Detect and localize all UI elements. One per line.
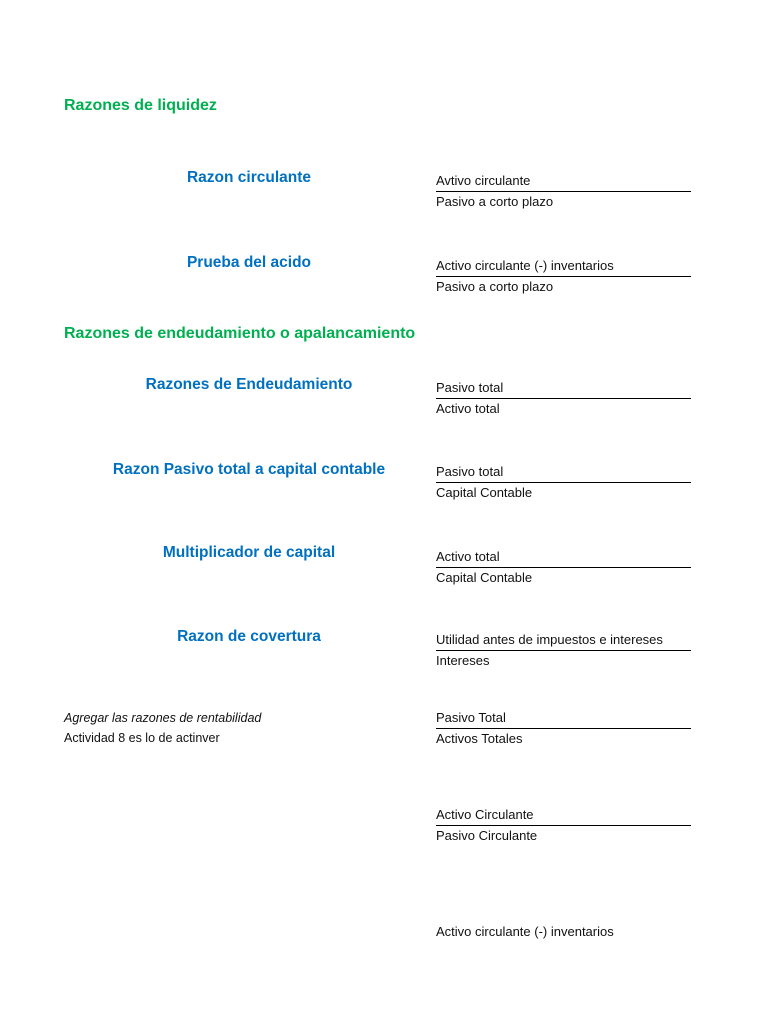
fraction-multiplicador-de-capital xyxy=(436,547,691,588)
fraction-razon-de-covertura xyxy=(436,630,691,671)
ratio-name-pasivo-total-capital-contable: Razon Pasivo total a capital contable xyxy=(112,461,386,478)
fraction-numerator: Pasivo total xyxy=(436,462,691,483)
fraction-denominator: Pasivo a corto plazo xyxy=(436,194,554,209)
fraction-razon-circulante xyxy=(436,171,691,212)
fraction-pasivo-total-capital-contable xyxy=(436,462,691,503)
section-title-liquidity: Razones de liquidez xyxy=(64,97,217,114)
fraction-activo-circulante-pasivo-circulante xyxy=(436,805,691,846)
ratio-name-multiplicador-de-capital: Multiplicador de capital xyxy=(162,544,336,561)
fraction-pasivo-total-activos-totales xyxy=(436,708,691,749)
fraction-numerator: Activo circulante (-) inventarios xyxy=(436,256,691,277)
fraction-numerator: Pasivo Total xyxy=(436,708,691,729)
fraction-denominator: Intereses xyxy=(436,653,490,668)
fraction-razones-de-endeudamiento xyxy=(436,378,691,419)
ratio-name-razon-circulante: Razon circulante xyxy=(186,169,312,186)
ratio-name-prueba-del-acido: Prueba del acido xyxy=(186,254,312,271)
note-agregar-rentabilidad: Agregar las razones de rentabilidad xyxy=(64,711,262,725)
ratio-name-razon-de-covertura: Razon de covertura xyxy=(177,628,321,645)
fraction-denominator: Pasivo a corto plazo xyxy=(436,279,554,294)
fraction-numerator: Pasivo total xyxy=(436,378,691,399)
fraction-denominator: Capital Contable xyxy=(436,570,533,585)
note-actividad-8: Actividad 8 es lo de actinver xyxy=(64,731,220,745)
fraction-numerator: Avtivo circulante xyxy=(436,171,691,192)
fraction-numerator: Utilidad antes de impuestos e intereses xyxy=(436,630,691,651)
fraction-prueba-del-acido xyxy=(436,256,691,297)
fraction-denominator: Pasivo Circulante xyxy=(436,828,538,843)
fraction-numerator: Activo total xyxy=(436,547,691,568)
fraction-denominator: Activos Totales xyxy=(436,731,523,746)
fraction-denominator: Capital Contable xyxy=(436,485,533,500)
section-title-debt: Razones de endeudamiento o apalancamiento xyxy=(64,325,416,342)
trailing-text-activo-circulante-inventarios: Activo circulante (-) inventarios xyxy=(436,924,614,939)
ratio-name-razones-de-endeudamiento: Razones de Endeudamiento xyxy=(145,376,353,393)
fraction-denominator: Activo total xyxy=(436,401,500,416)
fraction-numerator: Activo Circulante xyxy=(436,805,691,826)
